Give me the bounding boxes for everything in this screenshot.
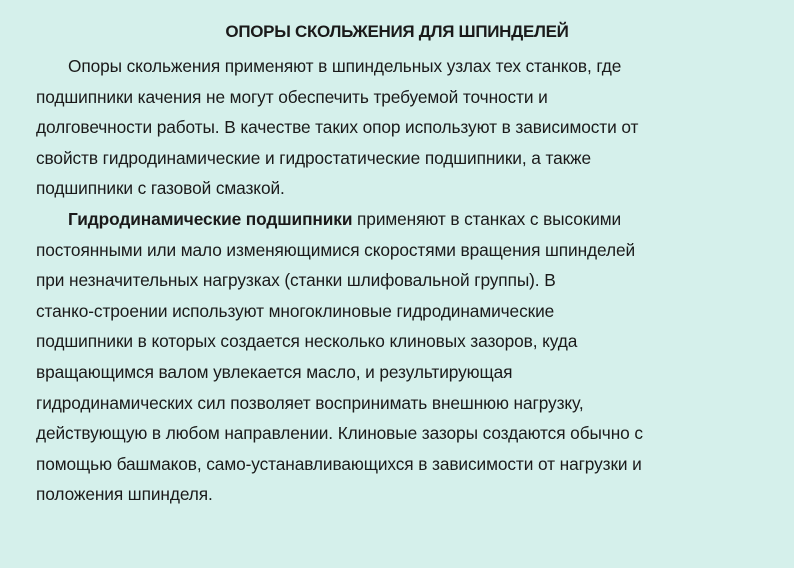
paragraph-2 (36, 204, 766, 510)
slide-title: ОПОРЫ СКОЛЬЖЕНИЯ ДЛЯ ШПИНДЕЛЕЙ (225, 22, 569, 41)
paragraph-1-line: долговечности работы. В качестве таких опор используют в зависимости от (36, 117, 639, 138)
paragraph-1-line: Опоры скольжения применяют в шпиндельных узлах тех станков, где (68, 56, 622, 76)
paragraph-1 (36, 51, 766, 204)
paragraph-2-line: положения шпинделя. (36, 484, 213, 505)
paragraph-2-line: при незначительных нагрузках (станки шлифовальной группы). В (36, 270, 556, 291)
paragraph-1-line: подшипники с газовой смазкой. (36, 178, 285, 199)
paragraph-2-line: вращающимся валом увлекается масло, и результирующая (36, 361, 513, 382)
paragraph-2-line: станко-строении используют многоклиновые гидродинамические (36, 300, 555, 321)
paragraph-2-first-line (36, 204, 766, 235)
paragraph-1-line: свойств гидродинамические и гидростатические подшипники, а также (36, 147, 592, 168)
paragraph-2-line: постоянными или мало изменяющимися скоростями вращения шпинделей (36, 239, 636, 260)
body-text (36, 51, 766, 510)
paragraph-2-line: гидродинамических сил позволяет воспринимать внешнюю нагрузку, (36, 392, 584, 413)
term-hydrodynamic-bearings: Гидродинамические подшипники (68, 208, 353, 229)
paragraph-1-line: подшипники качения не могут обеспечить требуемой точности и (36, 86, 548, 107)
paragraph-2-line: подшипники в которых создается несколько клиновых зазоров, куда (36, 331, 578, 352)
paragraph-2-line: действующую в любом направлении. Клиновые зазоры создаются обычно с (36, 423, 643, 444)
paragraph-2-lead-text: применяют в станках с высокими (352, 208, 622, 229)
paragraph-2-line: помощью башмаков, само-устанавливающихся в зависимости от нагрузки и (36, 453, 642, 474)
